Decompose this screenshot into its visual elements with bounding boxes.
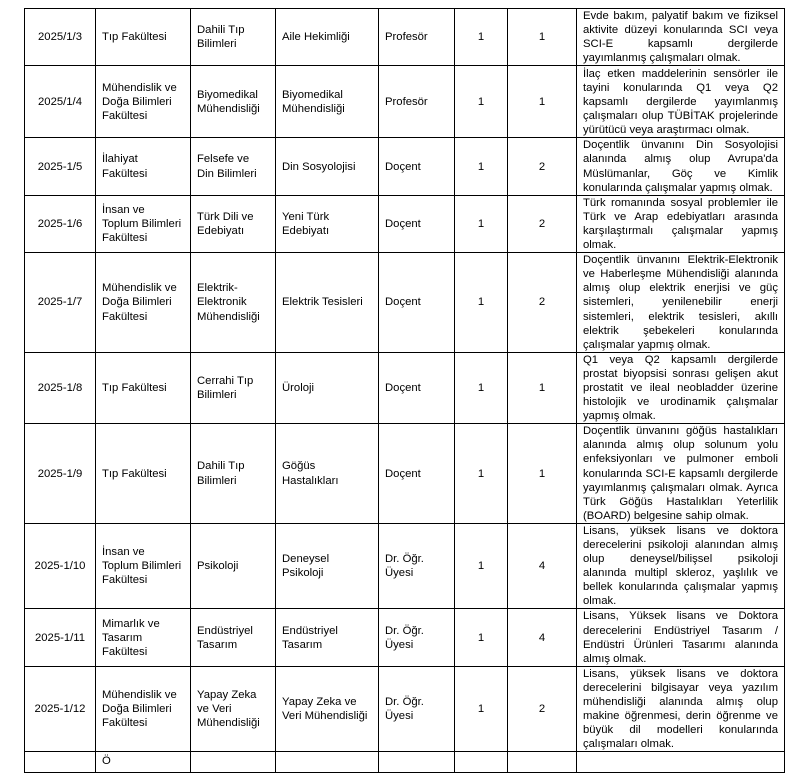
position-id: 2025-1/7 (25, 253, 96, 353)
field-cell: Deneysel Psikoloji (276, 523, 379, 609)
requirement-cell: Türk romanında sosyal problemler ile Türk ve Arap edebiyatları arasında karşılaştırmalı çalışmalar yapmış olmak. (577, 195, 785, 252)
requirement-cell: Evde bakım, palyatif bakım ve fiziksel aktivite düzeyi konularında SCI veya SCI-E kapsamlı dergilerde yayımlanmış çalışmaları olmak. (577, 9, 785, 66)
field-cell: Din Sosyolojisi (276, 138, 379, 195)
requirement-cell: Q1 veya Q2 kapsamlı dergilerde prostat biyopsisi sonrası gelişen akut prostatit ve ileal neobladder üzerine histolojik ve urodinamik çalışmalar yapmış olmak. (577, 352, 785, 423)
title-cell: Dr. Öğr. Üyesi (379, 609, 455, 666)
faculty-cell (96, 752, 191, 773)
points-cell: 2 (508, 195, 577, 252)
position-id: 2025-1/6 (25, 195, 96, 252)
points-cell: 1 (508, 352, 577, 423)
title-cell: Dr. Öğr. Üyesi (379, 666, 455, 752)
count-cell: 1 (455, 253, 508, 353)
points-cell: 1 (508, 424, 577, 524)
title-cell: Dr. Öğr. Üyesi (379, 523, 455, 609)
count-cell: 1 (455, 66, 508, 138)
field-cell: Aile Hekimliği (276, 9, 379, 66)
requirement-cell (577, 752, 785, 773)
title-cell: Profesör (379, 9, 455, 66)
table-row (25, 523, 785, 609)
field-cell: Üroloji (276, 352, 379, 423)
points-cell: 2 (508, 138, 577, 195)
table-row (25, 352, 785, 423)
points-cell: 4 (508, 609, 577, 666)
field-cell: Yeni Türk Edebiyatı (276, 195, 379, 252)
position-id: 2025-1/12 (25, 666, 96, 752)
table-row (25, 666, 785, 752)
department-cell: Cerrahi Tıp Bilimleri (191, 352, 276, 423)
position-id: 2025-1/9 (25, 424, 96, 524)
faculty-fragment: Ö (102, 755, 111, 768)
faculty-cell: Tıp Fakültesi (96, 352, 191, 423)
count-cell (455, 752, 508, 773)
requirement-cell: Doçentlik ünvanını Elektrik-Elektronik ve Haberleşme Mühendisliği alanında almış olup elektrik enerjisi ve güç sistemleri, yenilenebilir enerji sistemleri, elektrik tesisleri, akıllı elektrik şebekeleri konularında çalışmalar yapmış olmak. (577, 253, 785, 353)
department-cell: Yapay Zeka ve Veri Mühendisliği (191, 666, 276, 752)
table-row (25, 9, 785, 66)
title-cell (379, 752, 455, 773)
title-cell: Profesör (379, 66, 455, 138)
table-row (25, 253, 785, 353)
department-cell: Dahili Tıp Bilimleri (191, 9, 276, 66)
count-cell: 1 (455, 195, 508, 252)
title-cell: Doçent (379, 352, 455, 423)
faculty-cell: İnsan ve Toplum Bilimleri Fakültesi (96, 195, 191, 252)
field-cell: Göğüs Hastalıkları (276, 424, 379, 524)
title-cell: Doçent (379, 195, 455, 252)
faculty-cell: Mühendislik ve Doğa Bilimleri Fakültesi (96, 253, 191, 353)
count-cell: 1 (455, 138, 508, 195)
position-id: 2025-1/5 (25, 138, 96, 195)
field-cell: Biyomedikal Mühendisliği (276, 66, 379, 138)
table-row (25, 138, 785, 195)
department-cell: Biyomedikal Mühendisliği (191, 66, 276, 138)
count-cell: 1 (455, 523, 508, 609)
faculty-cell: Tıp Fakültesi (96, 424, 191, 524)
count-cell: 1 (455, 424, 508, 524)
faculty-cell: İnsan ve Toplum Bilimleri Fakültesi (96, 523, 191, 609)
title-cell: Doçent (379, 138, 455, 195)
position-id (25, 752, 96, 773)
table-row (25, 424, 785, 524)
title-cell: Doçent (379, 424, 455, 524)
count-cell: 1 (455, 609, 508, 666)
faculty-cell: Tıp Fakültesi (96, 9, 191, 66)
points-cell (508, 752, 577, 773)
field-cell: Elektrik Tesisleri (276, 253, 379, 353)
department-cell: Endüstriyel Tasarım (191, 609, 276, 666)
requirement-cell: Lisans, Yüksek lisans ve Doktora derecelerini Endüstriyel Tasarım / Endüstri Ürünleri Tasarımı alanında almış olmak. (577, 609, 785, 666)
faculty-cell: Mühendislik ve Doğa Bilimleri Fakültesi (96, 666, 191, 752)
position-id: 2025-1/8 (25, 352, 96, 423)
department-cell: Felsefe ve Din Bilimleri (191, 138, 276, 195)
field-cell: Endüstriyel Tasarım (276, 609, 379, 666)
faculty-cell: Mimarlık ve Tasarım Fakültesi (96, 609, 191, 666)
points-cell: 4 (508, 523, 577, 609)
field-cell (276, 752, 379, 773)
field-cell: Yapay Zeka ve Veri Mühendisliği (276, 666, 379, 752)
position-id: 2025-1/11 (25, 609, 96, 666)
points-cell: 1 (508, 66, 577, 138)
position-id: 2025-1/10 (25, 523, 96, 609)
requirement-cell: İlaç etken maddelerinin sensörler ile tayini konularında Q1 veya Q2 kapsamlı dergilerde yayımlanmış çalışmaları olup TÜBİTAK projelerinde yürütücü veya araştırmacı olmak. (577, 66, 785, 138)
requirement-cell: Doçentlik ünvanını göğüs hastalıkları alanında almış olup solunum yolu enfeksiyonları ve pulmoner emboli konularında SCI-E kapsamlı dergilerde yayımlanmış çalışmaları olmak. Ayrıca Türk Göğüs Hastalıkları Yeterlilik (BOARD) belgesine sahip olmak. (577, 424, 785, 524)
title-cell: Doçent (379, 253, 455, 353)
position-id: 2025/1/3 (25, 9, 96, 66)
department-cell: Türk Dili ve Edebiyatı (191, 195, 276, 252)
count-cell: 1 (455, 9, 508, 66)
table-row (25, 195, 785, 252)
requirement-cell: Doçentlik ünvanını Din Sosyolojisi alanında almış olup Avrupa'da Müslümanlar, Göç ve Kimlik konularında çalışmalar yapmış olmak. (577, 138, 785, 195)
department-cell (191, 752, 276, 773)
points-cell: 2 (508, 253, 577, 353)
points-cell: 1 (508, 9, 577, 66)
faculty-cell: Mühendislik ve Doğa Bilimleri Fakültesi (96, 66, 191, 138)
requirement-cell: Lisans, yüksek lisans ve doktora derecelerini bilgisayar veya yazılım mühendisliği alanında almış olup makine öğrenmesi, derin öğrenme ve büyük dil modelleri konularında çalışmaları olmak. (577, 666, 785, 752)
department-cell: Dahili Tıp Bilimleri (191, 424, 276, 524)
count-cell: 1 (455, 352, 508, 423)
position-id: 2025/1/4 (25, 66, 96, 138)
positions-table (24, 8, 785, 773)
table-row (25, 609, 785, 666)
requirement-cell: Lisans, yüksek lisans ve doktora derecelerini psikoloji alanından almış olup deneysel/bilişsel psikoloji alanında multipl skleroz, yaşlılık ve bellek konularında çalışmalar yapmış olmak. (577, 523, 785, 609)
table-row (25, 66, 785, 138)
department-cell: Elektrik-Elektronik Mühendisliği (191, 253, 276, 353)
table-row-partial (25, 752, 785, 773)
department-cell: Psikoloji (191, 523, 276, 609)
points-cell: 2 (508, 666, 577, 752)
faculty-cell: İlahiyat Fakültesi (96, 138, 191, 195)
count-cell: 1 (455, 666, 508, 752)
